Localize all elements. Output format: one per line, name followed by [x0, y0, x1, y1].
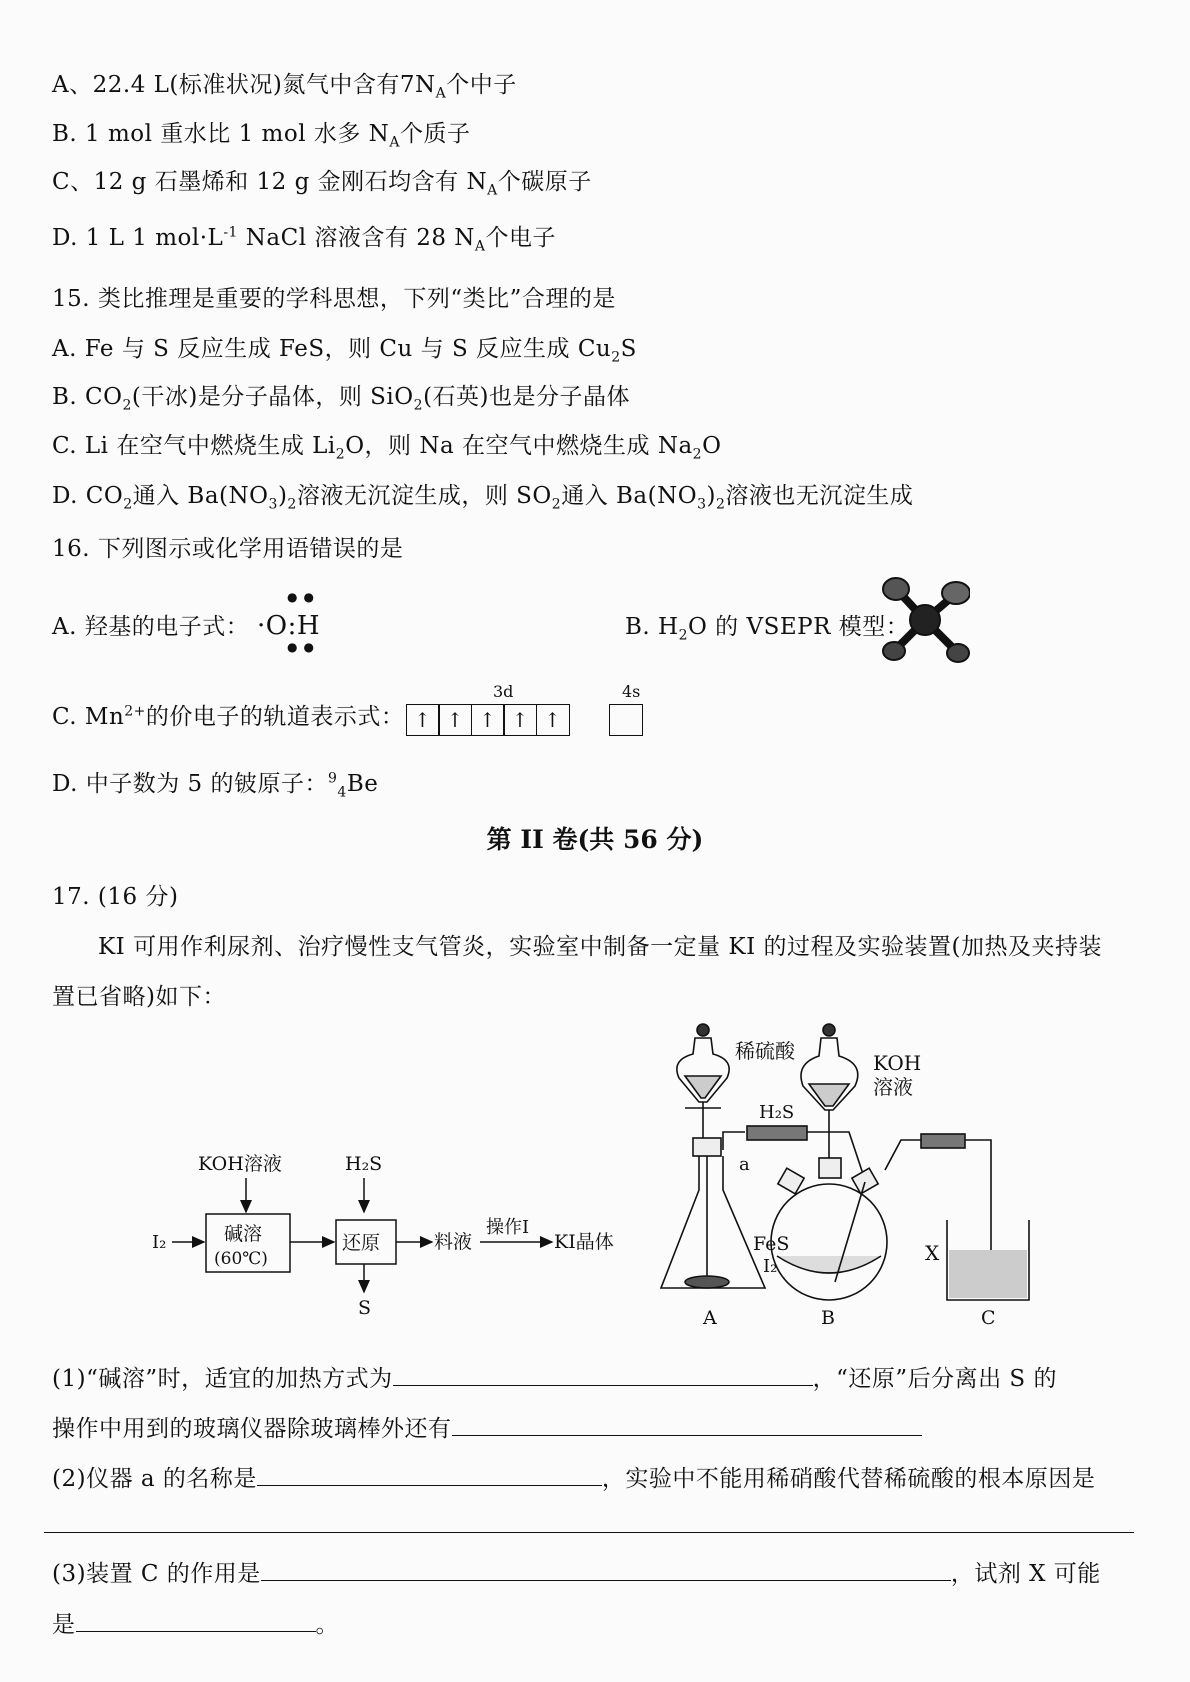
orbital-box: ↑ [536, 704, 570, 736]
flow-koh: KOH溶液 [198, 1153, 282, 1175]
flow-op: 操作I [486, 1217, 530, 1238]
process-flow-diagram [140, 1140, 660, 1320]
vsepr-model-image [880, 575, 970, 665]
q16-option-a [52, 608, 320, 641]
q17-p1a: (1)“碱溶”时，适宜的加热方式为 [52, 1366, 393, 1392]
q17-p3d: 。 [315, 1612, 339, 1638]
q17-head: 17. (16 分) [52, 884, 179, 910]
flow-i2: I₂ [152, 1232, 167, 1253]
q16-option-c [52, 698, 404, 731]
answer-blank-instrument[interactable] [257, 1463, 602, 1486]
label-h2s-flow: H₂S [759, 1102, 795, 1123]
label-apparatus-c: C [981, 1307, 996, 1329]
q17-p3a: (3)装置 C 的作用是 [52, 1561, 261, 1587]
apparatus-diagram [655, 1020, 1065, 1330]
label-dilute-acid: 稀硫酸 [735, 1039, 795, 1063]
q15-option-c: C. Li 在空气中燃烧生成 $Li_2O$，则 Na 在空气中燃烧生成 $Na_2O$ [52, 433, 722, 463]
label-koh-solution: 溶液 [873, 1075, 913, 1099]
label-x: X [925, 1241, 940, 1265]
q17-p2b: ，实验中不能用稀硝酸代替稀硫酸的根本原因是 [601, 1466, 1096, 1492]
q17-p3b: ，试剂 X 可能 [950, 1561, 1101, 1587]
orbital-box: ↑ [471, 704, 505, 736]
q17-p1c: 操作中用到的玻璃仪器除玻璃棒外还有 [52, 1416, 452, 1442]
lone-pair-bottom: ●● [287, 640, 320, 654]
label-apparatus-b: B [821, 1307, 835, 1329]
q17-part3-line2 [52, 1606, 339, 1639]
flow-s: S [358, 1297, 372, 1319]
q17-intro-1: KI 可用作利尿剂、治疗慢性支气管炎，实验室中制备一定量 KI 的过程及实验装置(加热及夹持装 [98, 934, 1102, 960]
answer-blank-function[interactable] [261, 1558, 951, 1581]
label-fes: FeS [753, 1233, 790, 1255]
hydroxyl-electron-formula: ·O:H [257, 611, 321, 641]
label-apparatus-a: A [703, 1307, 717, 1329]
orbital-box: ↑ [438, 704, 472, 736]
label-a: a [739, 1154, 750, 1175]
q15-option-d: D. $CO_2$通入 $Ba(NO_3)_2$溶液无沉淀生成，则 $SO_2$通入 $Ba(NO_3)_2$溶液也无沉淀生成 [52, 483, 914, 513]
q15-option-a: A. Fe 与 S 反应生成 FeS，则 Cu 与 S 反应生成 $Cu_2S$ [52, 336, 637, 366]
q14-option-a: A、22.4 L(标准状况)氮气中含有$7N_A$个中子 [52, 72, 517, 102]
answer-blank-reason[interactable] [44, 1532, 1134, 1533]
answer-blank-reagent[interactable] [76, 1609, 316, 1632]
q17-part1-line2 [52, 1410, 922, 1443]
q15-stem: 15. 类比推理是重要的学科思想，下列“类比”合理的是 [52, 286, 616, 312]
q15-option-b: B. $CO_2$(干冰)是分子晶体，则 SiO$_2$(石英)也是分子晶体 [52, 384, 631, 414]
q17-part3-line1 [52, 1555, 1101, 1588]
lone-pair-top: ●● [287, 590, 320, 604]
q17-part2-line1 [52, 1460, 1095, 1493]
orbital-box: ↑ [406, 704, 440, 736]
flow-liquid: 料液 [434, 1231, 473, 1253]
q16-option-b: B. $H_2O$ 的 VSEPR 模型： [625, 614, 910, 644]
orbital-3d [407, 704, 570, 736]
orbital-box-empty [609, 704, 643, 736]
q17-p2a: (2)仪器 a 的名称是 [52, 1466, 257, 1492]
answer-blank-glassware[interactable] [452, 1413, 922, 1436]
q16-option-d: D. 中子数为 5 的铍原子：$^9_4$Be [52, 770, 379, 801]
q17-p3c: 是 [52, 1612, 76, 1638]
label-3d: 3d [493, 682, 514, 701]
label-koh: KOH [873, 1051, 922, 1075]
label-i2: I₂ [763, 1256, 778, 1277]
q16-stem: 16. 下列图示或化学用语错误的是 [52, 536, 404, 562]
orbital-box: ↑ [503, 704, 537, 736]
q17-intro-2: 置已省略)如下： [52, 984, 226, 1010]
section-title: 第 II 卷(共 56 分) [486, 825, 704, 854]
q16-a-label: A. 羟基的电子式： [52, 614, 250, 640]
answer-blank-heating[interactable] [393, 1363, 813, 1386]
q14-option-c: C、12 g 石墨烯和 12 g 金刚石均含有 $N_A$个碳原子 [52, 169, 592, 199]
flow-dissolve: 碱溶 [224, 1223, 263, 1245]
q14-option-b: B. 1 mol 重水比 1 mol 水多 $N_A$个质子 [52, 121, 471, 151]
flow-h2s: H₂S [345, 1153, 383, 1175]
q14-option-d: D. 1 L 1 $mol\cdot L^{-1}$ NaCl 溶液含有 28 $N_A$个电子 [52, 224, 557, 255]
q17-p1b: ，“还原”后分离出 S 的 [812, 1366, 1058, 1392]
flow-temp: (60℃) [214, 1249, 268, 1269]
flow-reduce: 还原 [342, 1232, 381, 1254]
flow-crystal: KI晶体 [554, 1231, 614, 1253]
q16-c-label: C. $Mn^{2+}$的价电子的轨道表示式： [52, 703, 405, 730]
q17-part1-line1 [52, 1360, 1057, 1393]
label-4s: 4s [622, 682, 641, 701]
orbital-4s [610, 704, 643, 740]
